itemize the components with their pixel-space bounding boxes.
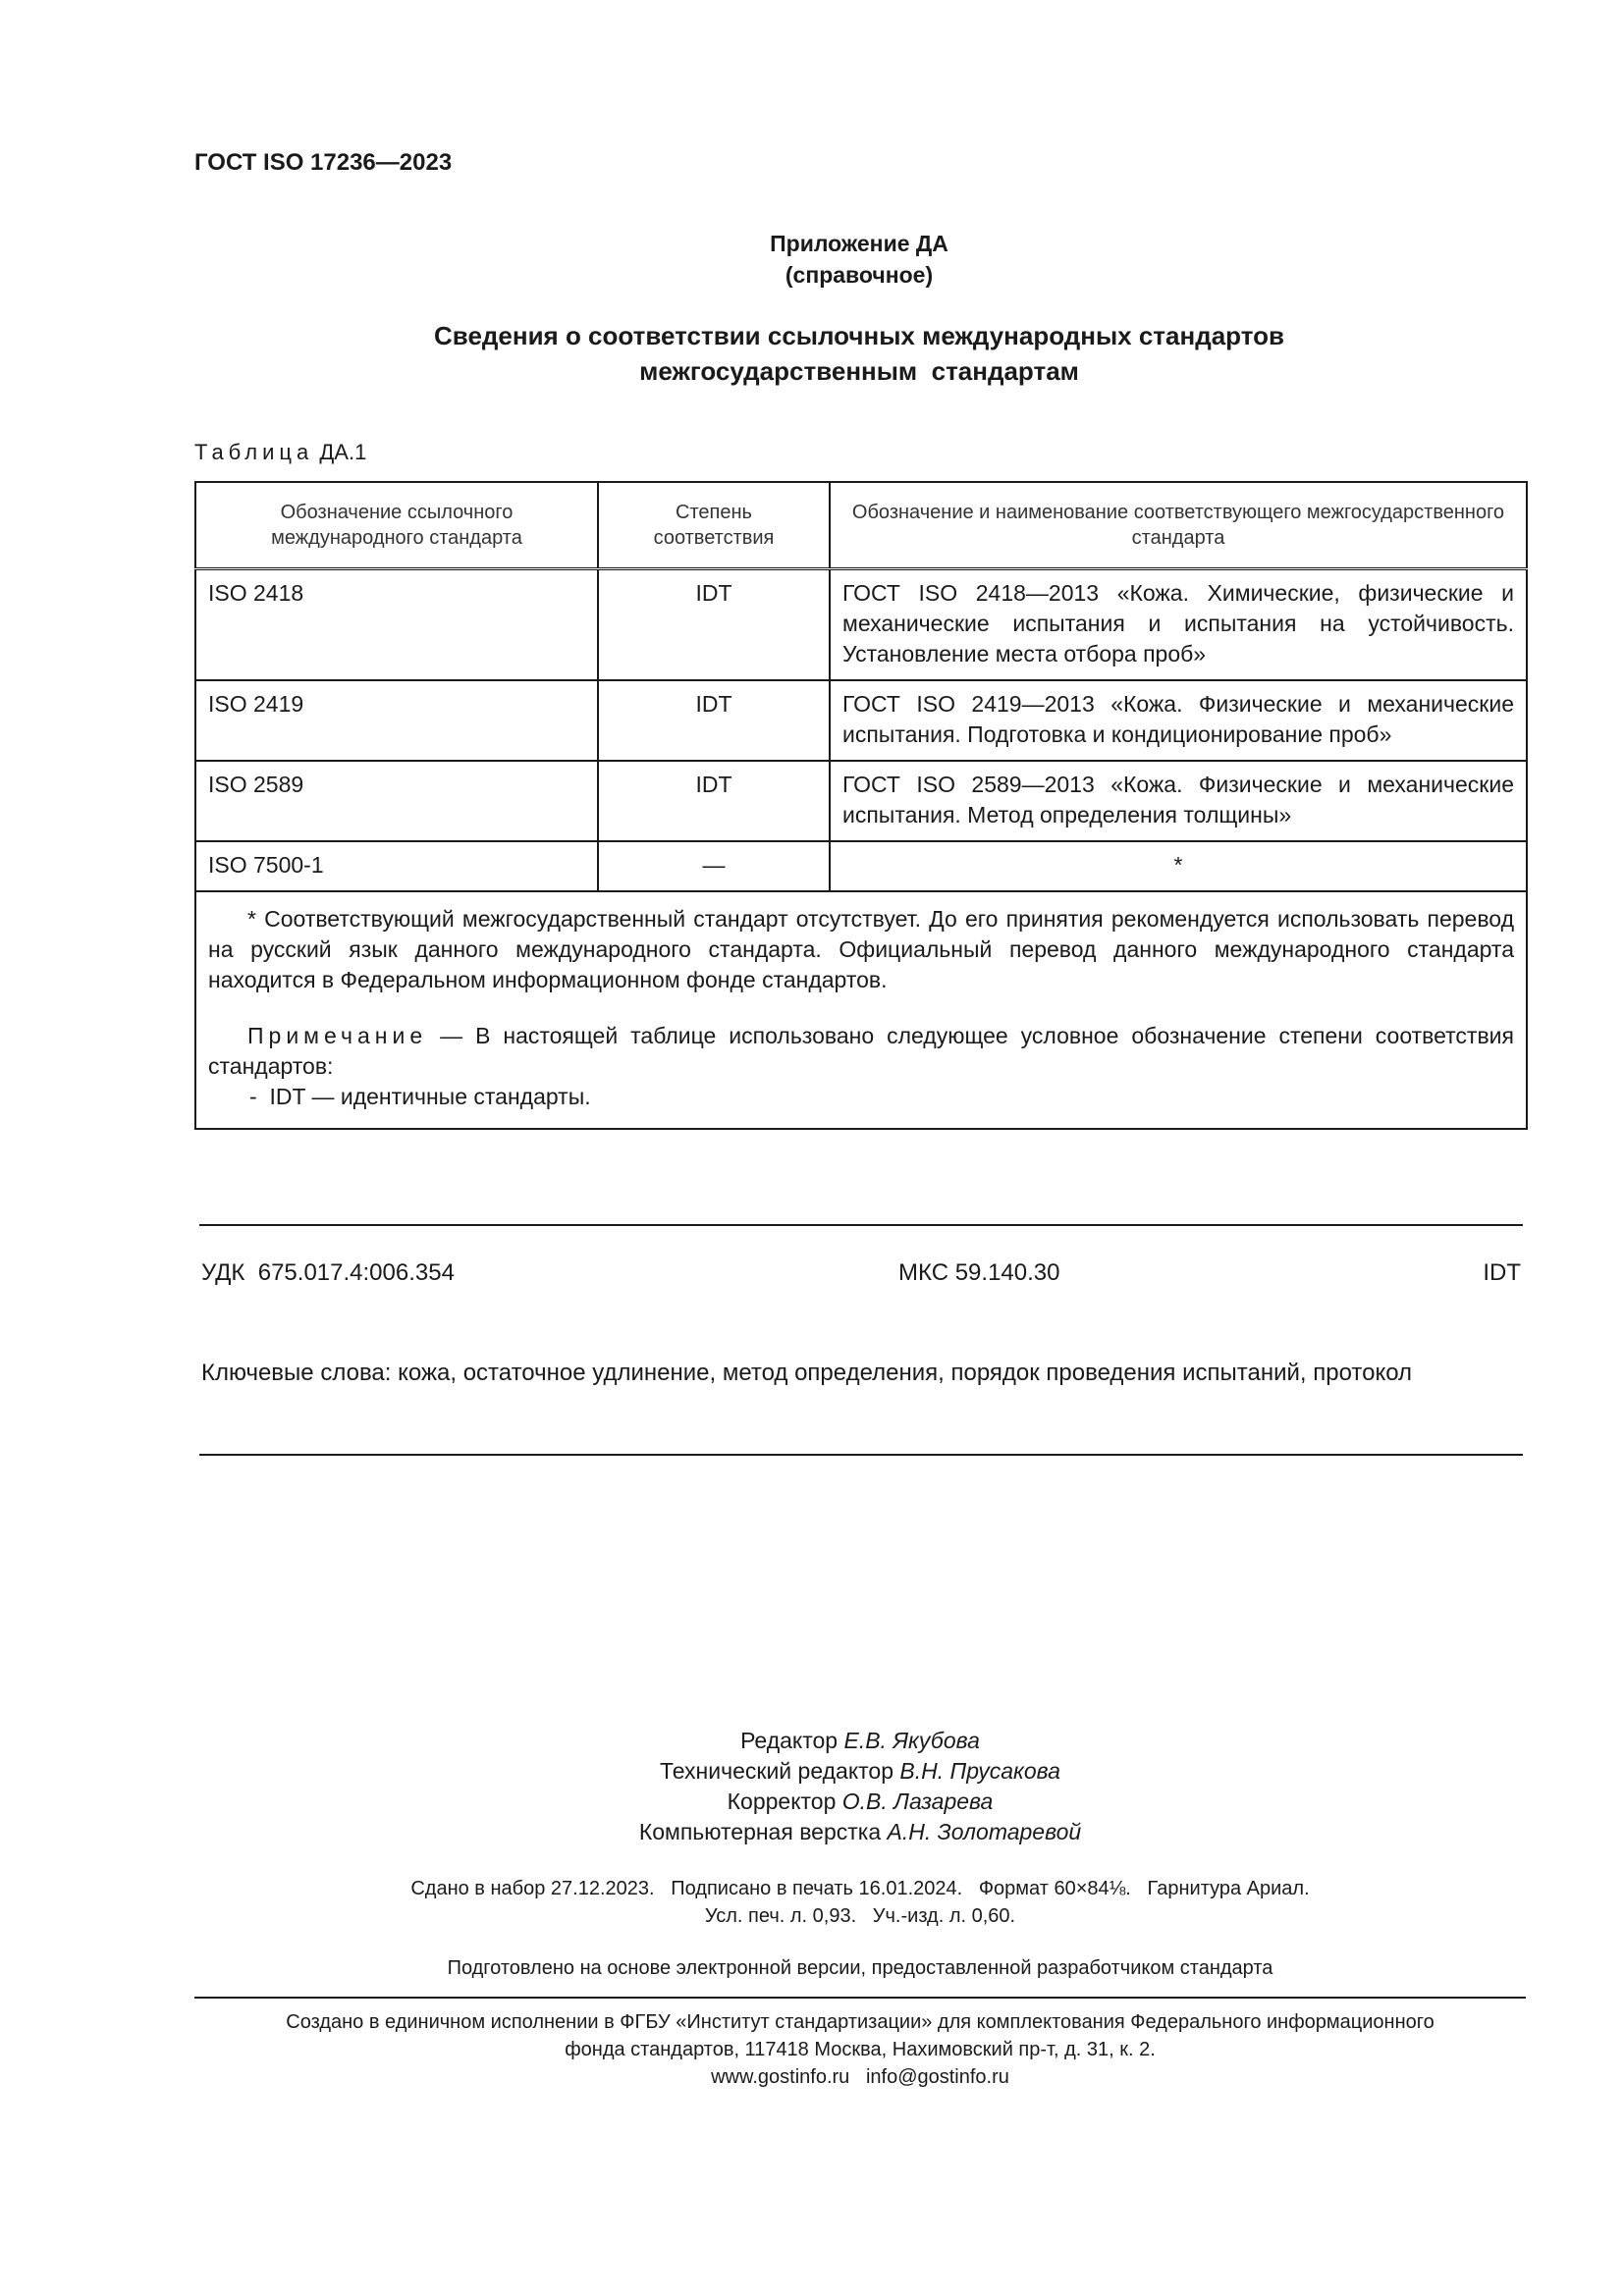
credits-block bbox=[194, 1726, 1526, 1847]
table-row bbox=[195, 761, 1527, 841]
annex-heading-line1: Сведения о соответствии ссылочных международных стандартов bbox=[434, 321, 1284, 350]
annex-title-block bbox=[194, 228, 1524, 291]
table-caption-number: ДА.1 bbox=[319, 440, 367, 464]
credit-role: Компьютерная верстка bbox=[638, 1819, 882, 1844]
annex-heading bbox=[194, 318, 1524, 389]
prepared-note: Подготовлено на основе электронной версии, предоставленной разработчиком стандарта bbox=[447, 1957, 1273, 1979]
divider-imprint bbox=[194, 1997, 1526, 1999]
national-standard-cell: ГОСТ ISO 2419—2013 «Кожа. Физические и механические испытания. Подготовка и кондиционирование проб» bbox=[830, 680, 1527, 761]
national-standard-cell: * bbox=[830, 841, 1527, 891]
table-row bbox=[195, 841, 1527, 891]
table-header-row bbox=[195, 482, 1527, 569]
note-text: — В настоящей таблице использовано следующее условное обозначение степени соответствия стандартов: bbox=[208, 1023, 1514, 1079]
credit-role: Корректор bbox=[727, 1789, 837, 1814]
table-row bbox=[195, 680, 1527, 761]
credit-name: В.Н. Прусакова bbox=[899, 1758, 1060, 1784]
print-info bbox=[194, 1875, 1526, 1930]
ref-standard-cell: ISO 2418 bbox=[195, 569, 598, 681]
table-row bbox=[195, 569, 1527, 681]
credit-name: О.В. Лазарева bbox=[841, 1789, 994, 1814]
header-national-standard: Обозначение и наименование соответствующего межгосударственного стандарта bbox=[830, 482, 1527, 569]
ref-standard-cell: ISO 2589 bbox=[195, 761, 598, 841]
annex-title: Приложение ДА bbox=[770, 231, 948, 256]
header-ref-standard: Обозначение ссылочного международного стандарта bbox=[195, 482, 598, 569]
header-degree: Степень соответствия bbox=[598, 482, 830, 569]
correspondence-table bbox=[194, 481, 1528, 1130]
degree-cell: IDT bbox=[598, 761, 830, 841]
table-caption-word: Таблица bbox=[194, 440, 314, 464]
degree-cell: IDT bbox=[598, 569, 830, 681]
national-standard-cell: ГОСТ ISO 2589—2013 «Кожа. Физические и механические испытания. Метод определения толщины» bbox=[830, 761, 1527, 841]
note-label: Примечание bbox=[247, 1023, 428, 1048]
credit-role: Редактор bbox=[740, 1728, 839, 1753]
divider-bottom bbox=[199, 1454, 1523, 1456]
degree-cell: — bbox=[598, 841, 830, 891]
table-footnote-row bbox=[195, 891, 1527, 1129]
ref-standard-cell: ISO 2419 bbox=[195, 680, 598, 761]
divider-top bbox=[199, 1224, 1523, 1226]
ref-standard-cell: ISO 7500-1 bbox=[195, 841, 598, 891]
credit-editor bbox=[194, 1726, 1526, 1756]
degree-code: IDT bbox=[1483, 1259, 1521, 1286]
keywords: Ключевые слова: кожа, остаточное удлинение, метод определения, порядок проведения испытаний, протокол bbox=[201, 1360, 1413, 1386]
print-info-line1: Сдано в набор 27.12.2023. Подписано в печать 16.01.2024. Формат 60×84⅛. Гарнитура Ариал. bbox=[410, 1878, 1310, 1899]
annex-subtitle: (справочное) bbox=[785, 262, 934, 288]
imprint-line1: Создано в единичном исполнении в ФГБУ «Институт стандартизации» для комплектования Федерального информационного bbox=[286, 2011, 1435, 2033]
credit-role: Технический редактор bbox=[660, 1758, 894, 1784]
table-caption bbox=[194, 440, 366, 465]
footnote-cell bbox=[195, 891, 1527, 1129]
document-code: ГОСТ ISO 17236—2023 bbox=[194, 149, 453, 176]
mks-code: МКС 59.140.30 bbox=[898, 1259, 1060, 1286]
credit-layout bbox=[194, 1817, 1526, 1847]
national-standard-cell: ГОСТ ISO 2418—2013 «Кожа. Химические, физические и механические испытания и испытания на устойчивость. Установление места отбора проб» bbox=[830, 569, 1527, 681]
table-note bbox=[208, 1021, 1514, 1082]
degree-cell: IDT bbox=[598, 680, 830, 761]
credit-proofreader bbox=[194, 1787, 1526, 1817]
credit-name: Е.В. Якубова bbox=[843, 1728, 980, 1753]
print-info-line2: Усл. печ. л. 0,93. Уч.-изд. л. 0,60. bbox=[704, 1905, 1016, 1927]
footnote-text: * Соответствующий межгосударственный стандарт отсутствует. До его принятия рекомендуется использовать перевод на русский язык данного международного стандарта. Официальный перевод данного международного стандарта находится в Федеральном информационном фонде стандартов. bbox=[208, 906, 1514, 992]
imprint-block bbox=[194, 2008, 1526, 2091]
annex-heading-line2: межгосударственным стандартам bbox=[639, 356, 1079, 386]
note-item: - IDT — идентичные стандарты. bbox=[249, 1084, 591, 1109]
credit-tech-editor bbox=[194, 1756, 1526, 1787]
udk-code: УДК 675.017.4:006.354 bbox=[201, 1259, 455, 1286]
imprint-line3: www.gostinfo.ru info@gostinfo.ru bbox=[711, 2066, 1009, 2088]
imprint-line2: фонда стандартов, 117418 Москва, Нахимовский пр-т, д. 31, к. 2. bbox=[565, 2039, 1156, 2060]
credit-name: А.Н. Золотаревой bbox=[887, 1819, 1082, 1844]
